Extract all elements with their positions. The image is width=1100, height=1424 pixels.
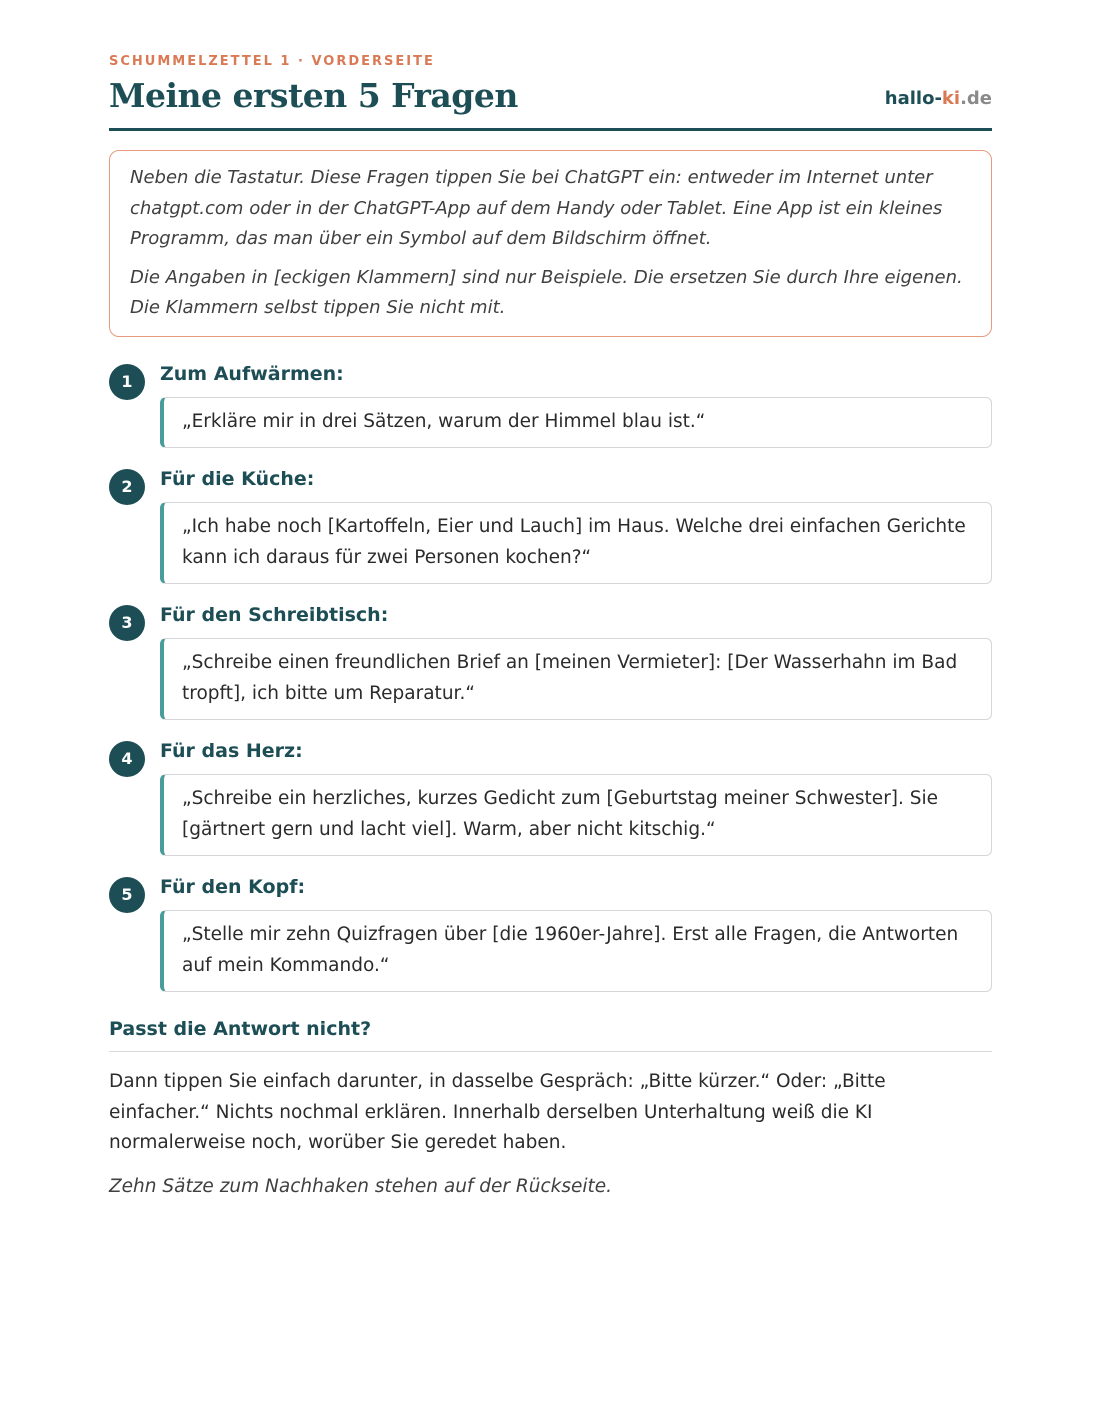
question-label: Für das Herz: <box>160 740 303 762</box>
page-kicker: SCHUMMELZETTEL 1 · VORDERSEITE <box>109 54 435 69</box>
intro-box <box>109 150 992 337</box>
question-item-5 <box>109 874 992 992</box>
question-label: Zum Aufwärmen: <box>160 362 344 385</box>
question-number-badge: 1 <box>109 364 145 400</box>
question-number-badge: 4 <box>109 741 145 777</box>
question-prompt-box: „Schreibe ein herzliches, kurzes Gedicht zum [Geburtstag meiner Schwester]. Sie [gärtnert gern und lacht viel]. Warm, aber nicht kitschig.“ <box>160 774 992 856</box>
page-title: Meine ersten 5 Fragen <box>109 76 518 115</box>
question-prompt-box: „Schreibe einen freundlichen Brief an [meinen Vermieter]: [Der Wasserhahn im Bad tropft], ich bitte um Reparatur.“ <box>160 638 992 720</box>
question-prompt-box: „Stelle mir zehn Quizfragen über [die 1960er-Jahre]. Erst alle Fragen, die Antworten auf mein Kommando.“ <box>160 910 992 992</box>
question-label: Für den Kopf: <box>160 876 306 898</box>
intro-paragraph-1: Neben die Tastatur. Diese Fragen tippen Sie bei ChatGPT ein: entweder im Internet unter chatgpt.com oder in der ChatGPT-App auf dem Handy oder Tablet. Eine App ist ein kleines Programm, das man über ein Symbol auf dem Bildschirm öffnet. <box>130 167 943 249</box>
brand-logo <box>885 86 992 112</box>
question-item-1 <box>109 361 992 449</box>
followup-body: Dann tippen Sie einfach darunter, in dasselbe Gespräch: „Bitte kürzer.“ Oder: „Bitte einfacher.“ Nichts nochmal erklären. Innerhalb derselben Unterhaltung weiß die KI normalerweise noch, worüber Sie geredet haben. <box>109 1071 886 1153</box>
question-label: Für die Küche: <box>160 468 315 490</box>
question-prompt-box: „Erkläre mir in drei Sätzen, warum der Himmel blau ist.“ <box>160 397 992 449</box>
question-label: Für den Schreibtisch: <box>160 604 389 626</box>
page-header <box>109 72 992 131</box>
followup-heading: Passt die Antwort nicht? <box>109 1016 992 1052</box>
question-item-2 <box>109 466 992 584</box>
cheat-sheet-page <box>109 52 992 1202</box>
question-item-4 <box>109 738 992 856</box>
question-item-3 <box>109 602 992 720</box>
question-number-badge: 5 <box>109 877 145 913</box>
question-list <box>109 361 992 993</box>
followup-closing-note: Zehn Sätze zum Nachhaken stehen auf der Rückseite. <box>109 1175 613 1197</box>
question-prompt-box: „Ich habe noch [Kartoffeln, Eier und Lauch] im Haus. Welche drei einfachen Gerichte kann ich daraus für zwei Personen kochen?“ <box>160 502 992 584</box>
question-number-badge: 3 <box>109 605 145 641</box>
brand-part-hallo: hallo- <box>884 88 942 109</box>
brand-part-ki: ki <box>941 88 961 109</box>
brand-part-de: .de <box>960 88 992 109</box>
question-number-badge: 2 <box>109 469 145 505</box>
intro-paragraph-2: Die Angaben in [eckigen Klammern] sind nur Beispiele. Die ersetzen Sie durch Ihre eigenen. Die Klammern selbst tippen Sie nicht mit. <box>130 266 963 318</box>
